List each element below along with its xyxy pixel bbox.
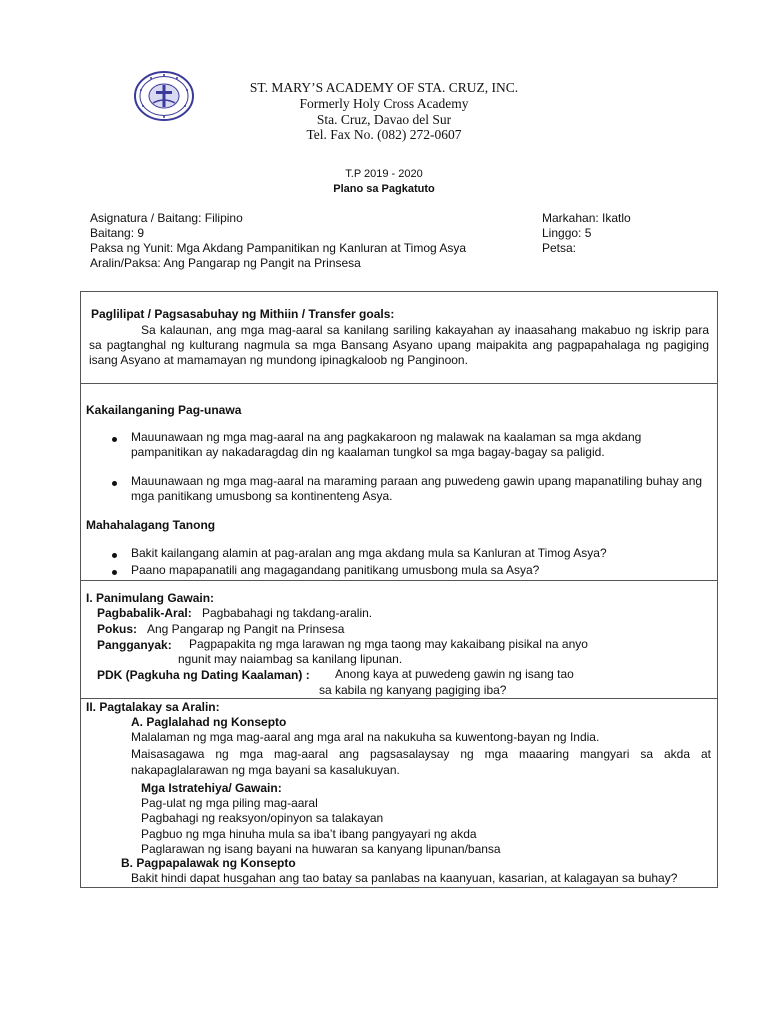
meta-petsa: Petsa: <box>542 241 577 255</box>
tanong-heading: Mahahalagang Tanong <box>86 518 216 532</box>
pdk-line1: Anong kaya at puwedeng gawin ng isang tao <box>335 667 574 681</box>
meta-linggo: Linggo: 5 <box>542 226 592 240</box>
meta-paksa-yunit: Paksa ng Yunit: Mga Akdang Pampanitikan ng Kanluran at Timog Asya <box>90 241 467 255</box>
school-address: Sta. Cruz, Davao del Sur <box>316 112 452 127</box>
panimula-heading: I. Panimulang Gawain: <box>86 591 215 605</box>
transfer-text: Sa kalaunan, ang mga mag-aaral sa kanilang sariling kakayahan ay inaasahang makabuo ng iskrip para sa pagtanghal ng kulturang nagmula sa mga Bansang Asyano upang maipakita ang pagpapahalaga ng pagiging isang Asyano at mamamayan ng mundong ipinagkaloob ng Panginoon. <box>89 323 709 367</box>
pagunawa-heading: Kakailanganing Pag-unawa <box>86 403 242 417</box>
tanong-item: Bakit kailangang alamin at pag-aralan ang mga akdang mula sa Kanluran at Timog Asya? <box>131 546 607 560</box>
pangganyak-line2: ngunit may naiambag sa kanilang lipunan. <box>178 652 403 666</box>
understanding-box <box>80 383 718 581</box>
istratehiya-item: Pag-ulat ng mga piling mag-aaral <box>141 796 318 810</box>
school-name: ST. MARY’S ACADEMY OF STA. CRUZ, INC. <box>249 80 519 95</box>
konsepto-a-heading: A. Paglalahad ng Konsepto <box>131 715 287 729</box>
bullet-icon <box>112 553 117 558</box>
balik-aral-label: Pagbabalik-Aral: <box>97 606 192 620</box>
talakayan-heading: II. Pagtalakay sa Aralin: <box>86 700 220 714</box>
tanong-item: Paano mapapanatili ang magagandang panitikang umusbong mula sa Asya? <box>131 563 540 577</box>
pokus-label: Pokus: <box>97 622 138 636</box>
pangganyak-line1: Pagpapakita ng mga larawan ng mga taong may kakaibang pisikal na anyo <box>189 637 588 651</box>
bullet-icon <box>112 570 117 575</box>
istratehiya-item: Pagbahagi ng reaksyon/opinyon sa talakayan <box>141 811 384 825</box>
pagunawa-item: Mauunawaan ng mga mag-aaral na ang pagkakaroon ng malawak na kaalaman sa mga akdang pampanitikan ay nakadaragdag din ng kaalaman tungkol sa mga bagay-bagay sa paligid. <box>131 430 642 459</box>
pangganyak-label: Pangganyak: <box>97 638 172 652</box>
balik-aral-text: Pagbabahagi ng takdang-aralin. <box>202 606 373 620</box>
meta-markahan: Markahan: Ikatlo <box>542 211 631 225</box>
panimula-box <box>80 580 718 699</box>
talakayan-box <box>80 698 718 888</box>
pokus-text: Ang Pangarap ng Pangit na Prinsesa <box>147 622 345 636</box>
transfer-heading: Paglilipat / Pagsasabuhay ng Mithiin / Transfer goals: <box>91 307 395 321</box>
formerly-name: Formerly Holy Cross Academy <box>299 96 469 111</box>
konsepto-a-line1: Malalaman ng mga mag-aaral ang mga aral na nakukuha sa kuwentong-bayan ng India. <box>131 730 600 744</box>
istratehiya-item: Paglarawan ng isang bayani na huwaran sa kanyang lipunan/bansa <box>141 842 501 856</box>
bullet-icon <box>112 437 117 442</box>
meta-aralin: Aralin/Paksa: Ang Pangarap ng Pangit na Prinsesa <box>90 256 361 270</box>
konsepto-b-line1: Bakit hindi dapat husgahan ang tao batay sa panlabas na kaanyuan, kasarian, at kalagayan sa buhay? <box>131 871 678 885</box>
school-tel: Tel. Fax No. (082) 272-0607 <box>306 127 462 142</box>
pdk-line2: sa kabila ng kanyang pagiging iba? <box>319 683 507 697</box>
bullet-icon <box>112 481 117 486</box>
konsepto-b-heading: B. Pagpapalawak ng Konsepto <box>121 856 296 870</box>
school-year: T.P 2019 - 2020 <box>345 168 423 180</box>
pagunawa-item: Mauunawaan ng mga mag-aaral na maraming paraan ang puwedeng gawin upang mapanatiling buhay ang mga panitikang umusbong sa kontinenteng Asya. <box>131 474 703 503</box>
transfer-goals-box <box>80 291 718 384</box>
konsepto-a-paragraph: Maisasagawa ng mga mag-aaral ang pagsasalaysay ng mga maaaring mangyari sa akda at nakapaglalarawan ng mga bayani sa kasalukuyan. <box>131 747 711 777</box>
istratehiya-item: Pagbuo ng mga hinuha mula sa iba’t ibang pangyayari ng akda <box>141 827 477 841</box>
pdk-label: PDK (Pagkuha ng Dating Kaalaman) : <box>97 668 310 682</box>
istratehiya-heading: Mga Istratehiya/ Gawain: <box>141 781 282 795</box>
meta-baitang: Baitang: 9 <box>90 226 145 240</box>
meta-asignatura: Asignatura / Baitang: Filipino <box>90 211 243 225</box>
page-title: Plano sa Pagkatuto <box>333 183 435 195</box>
